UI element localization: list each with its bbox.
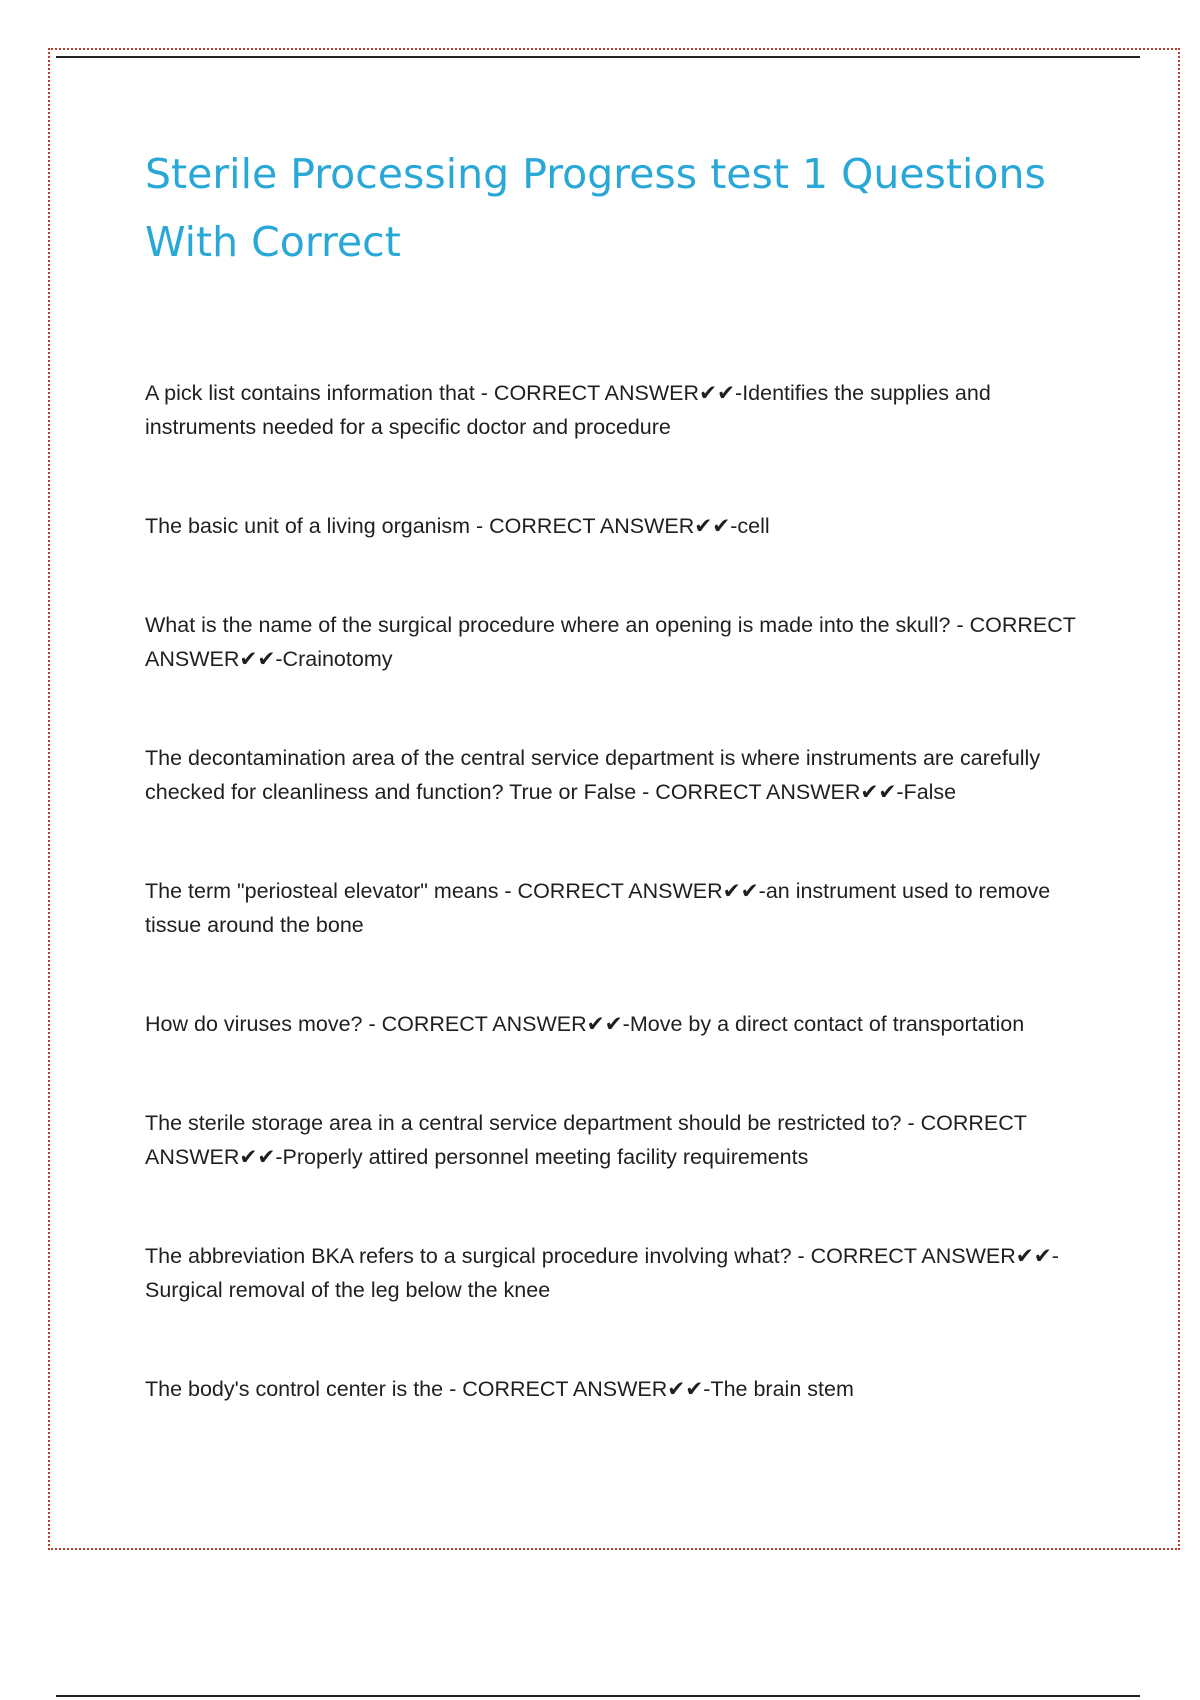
qa-item: The basic unit of a living organism - CORRECT ANSWER✔✔-cell — [145, 514, 770, 538]
qa-item: The abbreviation BKA refers to a surgical procedure involving what? - CORRECT ANSWER✔✔-Surgical removal of the leg below the knee — [145, 1244, 1059, 1302]
qa-item: The term "periosteal elevator" means - CORRECT ANSWER✔✔-an instrument used to remove tissue around the bone — [145, 879, 1051, 937]
qa-item: The body's control center is the - CORRECT ANSWER✔✔-The brain stem — [145, 1377, 854, 1401]
document-body — [145, 140, 1085, 1401]
qa-item: A pick list contains information that - CORRECT ANSWER✔✔-Identifies the supplies and instruments needed for a specific doctor and procedure — [145, 381, 991, 439]
top-rule — [56, 56, 1140, 58]
qa-list — [145, 376, 1085, 1471]
bottom-rule — [56, 1695, 1140, 1697]
qa-item: The decontamination area of the central service department is where instruments are carefully checked for cleanliness and function? True or False - CORRECT ANSWER✔✔-False — [145, 746, 1041, 804]
qa-item: How do viruses move? - CORRECT ANSWER✔✔-Move by a direct contact of transportation — [145, 1012, 1025, 1036]
qa-item: The sterile storage area in a central service department should be restricted to? - CORRECT ANSWER✔✔-Properly attired personnel meeting facility requirements — [145, 1111, 1027, 1169]
document-title: Sterile Processing Progress test 1 Questions With Correct — [145, 150, 1046, 266]
qa-item: What is the name of the surgical procedure where an opening is made into the skull? - CORRECT ANSWER✔✔-Crainotomy — [145, 613, 1076, 671]
